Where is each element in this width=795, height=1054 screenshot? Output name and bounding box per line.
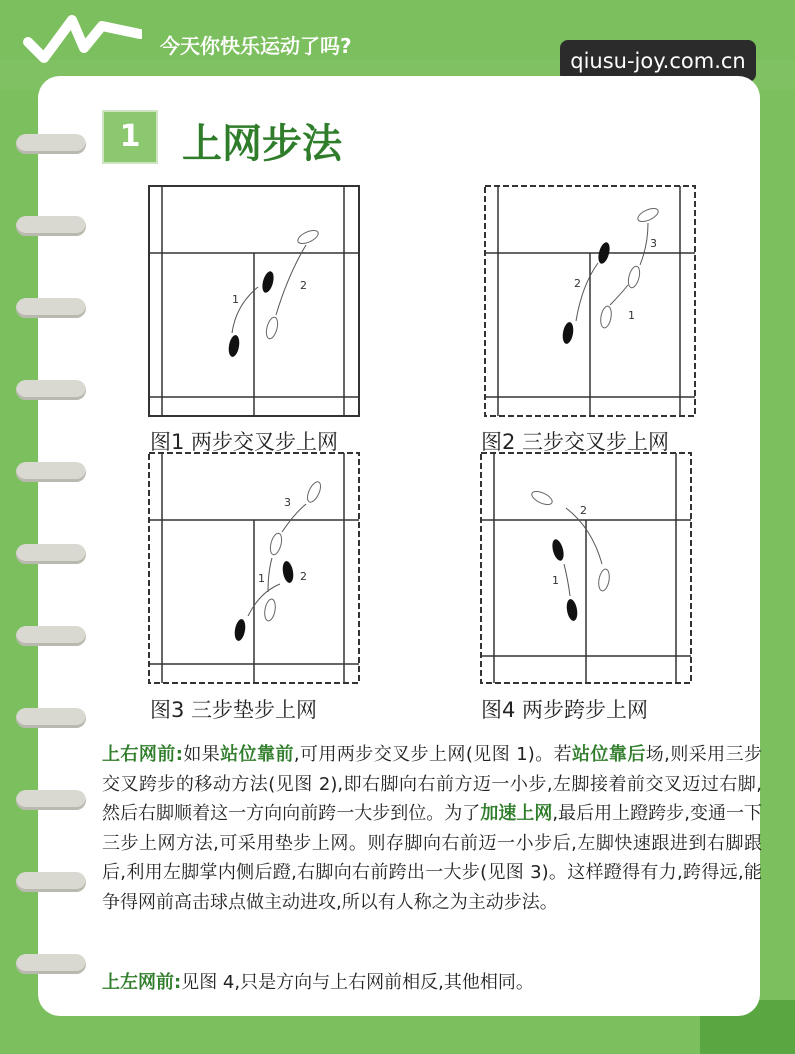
paragraph-label: 上右网前: (102, 744, 183, 765)
figure-1-step-label: 1 (232, 293, 239, 306)
section-title: 上网步法 (182, 121, 342, 167)
figure-3-step-label: 1 (258, 572, 265, 585)
figure-2-step-label: 1 (628, 309, 635, 322)
figure-1-diagram (148, 185, 360, 417)
header-slogan: 今天你快乐运动了吗? (160, 34, 352, 58)
figure-3-step-label: 3 (284, 496, 291, 509)
binder-ring (16, 708, 86, 728)
figure-4-step-label: 2 (580, 504, 587, 517)
checkmark-logo-icon (22, 8, 142, 68)
figure-4-diagram (480, 452, 692, 684)
paragraph-text: ,可用两步交叉步上网(见图 1)。若 (293, 744, 573, 765)
binder-ring (16, 216, 86, 236)
figure-3-caption: 图3 三步垫步上网 (150, 698, 318, 722)
binder-ring (16, 790, 86, 810)
binder-ring (16, 298, 86, 318)
highlight-text: 站位靠后 (572, 744, 646, 765)
figure-2-step-label: 3 (650, 237, 657, 250)
paragraph-text: 如果 (182, 744, 221, 765)
paragraph-text: ,最后用上蹬跨步,变通一下三步上网方法,可采用垫步上网。则存脚向右前迈一小步后,左脚快速跟进到右脚跟后,利用左脚掌内侧后蹬,右脚向右前跨出一大步(见图 3)。这样蹬得有力,跨得远,能争得网前高击球点做主动进攻,所以有人称之为主动步法。 (102, 803, 762, 913)
paragraph-label: 上左网前: (102, 972, 182, 993)
paragraph-left-net (102, 968, 762, 998)
figure-3-step-label: 2 (300, 570, 307, 583)
section-number: 1 (102, 110, 158, 164)
binder-ring (16, 462, 86, 482)
highlight-text: 加速上网 (480, 803, 553, 824)
figure-4-step-label: 1 (552, 574, 559, 587)
watermark-url-badge: qiusu-joy.com.cn (560, 40, 756, 82)
figure-3-diagram (148, 452, 360, 684)
figure-1-caption: 图1 两步交叉步上网 (150, 430, 339, 454)
figure-2-diagram (484, 185, 696, 417)
figure-4-caption: 图4 两步跨步上网 (481, 698, 649, 722)
binder-ring (16, 954, 86, 974)
figure-1-step-label: 2 (300, 279, 307, 292)
highlight-text: 站位靠前 (220, 744, 294, 765)
binder-ring (16, 544, 86, 564)
paragraph-right-net (102, 740, 762, 917)
binder-ring (16, 380, 86, 400)
paragraph-text: 见图 4,只是方向与上右网前相反,其他相同。 (181, 972, 534, 993)
binder-ring (16, 872, 86, 892)
figure-2-step-label: 2 (574, 277, 581, 290)
binder-ring (16, 626, 86, 646)
figure-2-caption: 图2 三步交叉步上网 (481, 430, 670, 454)
binder-ring (16, 134, 86, 154)
paragraph-text: 场,则采用三步交叉跨步的移动方法(见图 2),即右脚向右前方迈一小步,左脚接着前交叉迈过右脚,然后右脚顺着这一方向向前跨一大步到位。为了 (102, 744, 763, 824)
